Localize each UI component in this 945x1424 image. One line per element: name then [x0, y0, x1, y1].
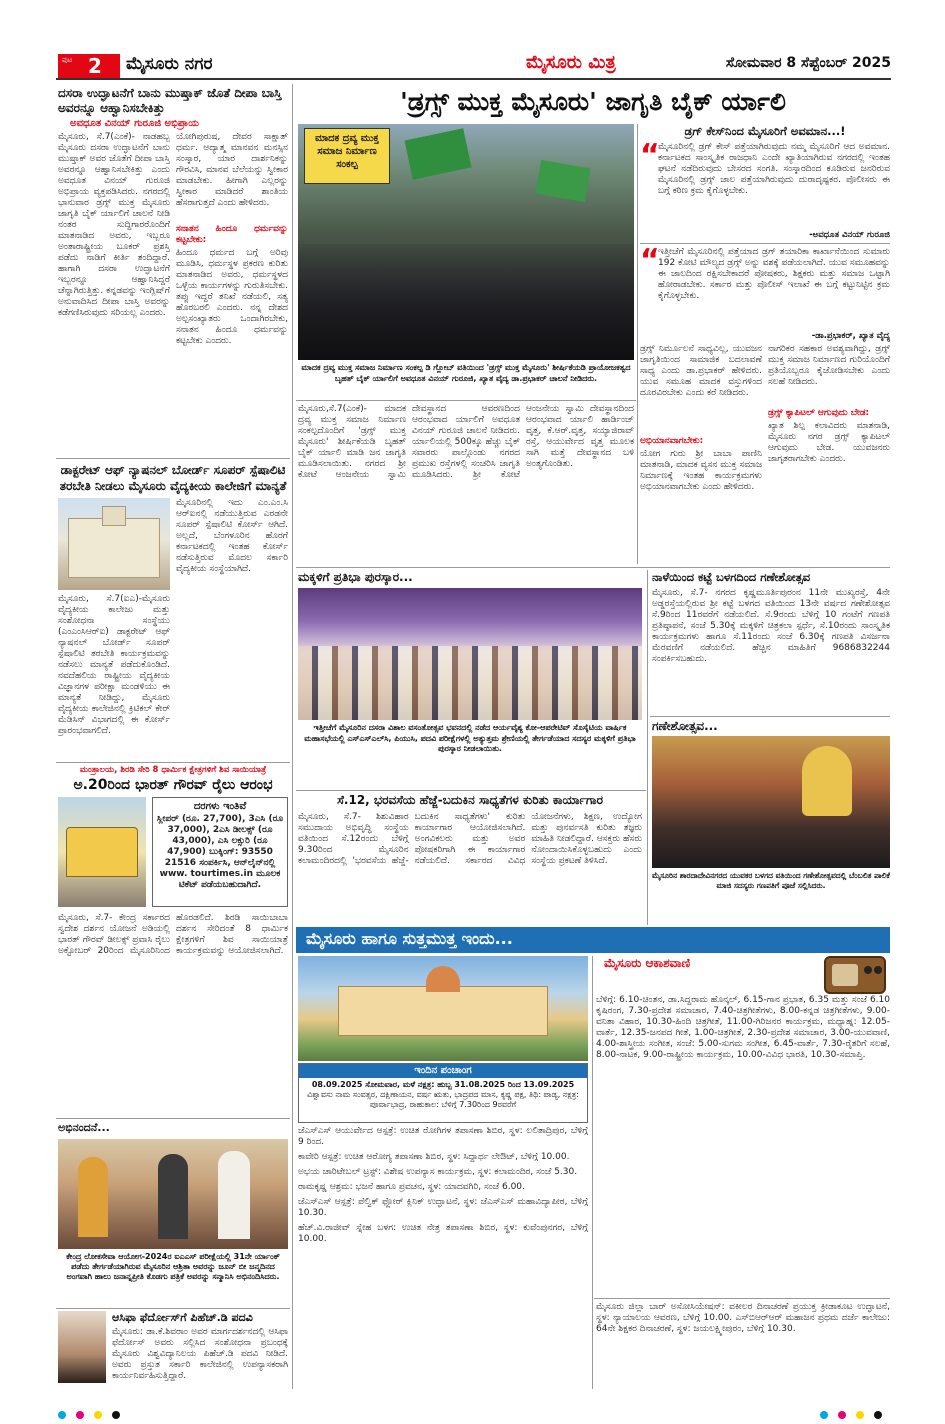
rally-photo: [298, 124, 634, 360]
headline: ನಾಳೆಯಿಂದ ಕಟ್ಟೆ ಬಳಗದಿಂದ ಗಣೇಶೋತ್ಸವ: [652, 570, 811, 584]
college-photo: [58, 498, 170, 590]
body-col-1: ಮೈಸೂರು, ಸೆ.7(ಎಂಕೆ)- ನಾಡಹಬ್ಬ ಮೈಸೂರು ದಸರಾ ಉದ್ಘಾಟನೆಗೆ ಬಾನು ಮುಷ್ತಾಕ್ ಅವರ ಜೊತೆಗೆ ದೀಪಾ ಬಾಸ್ತಿ ಅವರನ್ನೂ ಆಹ್ವಾನಿಸಬೇಕಿತ್ತು ಎಂದು ಅವಧೂತ ವಿನಯ್ ಗುರೂಜಿ ಅಭಿಪ್ರಾಯ ವ್ಯಕ್ತಪಡಿಸಿದರು. ನಗರದಲ್ಲಿ ಭಾನುವಾರ ಡ್ರಗ್ಸ್ ಮುಕ್ತ ಮೈಸೂರು ಜಾಗೃತಿ ಬೈಕ್ ರ್ಯಾಲಿಗೆ ಚಾಲನೆ ನೀಡಿ ನಂತರ ಸುದ್ದಿಗಾರರೊಂದಿಗೆ ಮಾತನಾಡಿದ ಅವರು, ಇಬ್ಬರೂ ಅಂತಾರಾಷ್ಟ್ರೀಯ ಬೂಕರ್ ಪ್ರಶಸ್ತಿ ಪಡೆದು ನಾಡಿಗೆ ಕೀರ್ತಿ ತಂದಿದ್ದಾರೆ. ಹಾಗಾಗಿ ದಸರಾ ಉದ್ಘಾಟನೆಗೆ ಇಬ್ಬರನ್ನೂ ಆಹ್ವಾನಿಸಿದ್ದರೆ ಚೆನ್ನಾಗಿರುತ್ತಿತ್ತು. ಕನ್ನಡವನ್ನು ಇಂಗ್ಲಿಷ್‌ಗೆ ಅನುವಾದಿಸಿದ ದೀಪಾ ಬಾಸ್ತಿ ಅವರನ್ನು ಕಡೆಗಣಿಸಿರುವುದು ಸರಿಯಲ್ಲ ಎಂದರು.: [58, 132, 170, 318]
body: ಮೈಸೂರು, ಸೆ.7- ನಗರದ ಕೃಷ್ಣಮೂರ್ತಿಪುರಂನ 11ನೇ ಮುಖ್ಯರಸ್ತೆ, 4ನೇ ಅಡ್ಡರಸ್ತೆಯಲ್ಲಿರುವ ಶ್ರೀ ಕಟ್ಟೆ ಬಳಗದ ವತಿಯಿಂದ 13ನೇ ವರ್ಷದ ಗಣೇಶೋತ್ಸವ ಸೆ.9ರಿಂದ 11ರವರೆಗೆ ನಡೆಯಲಿದೆ. ಸೆ.9ರಂದು ಬೆಳಿಗ್ಗೆ 10 ಗಂಟೆಗೆ ಗಣಪತಿ ಪ್ರತಿಷ್ಠಾಪನೆ, ಸಂಜೆ 5.30ಕ್ಕೆ ಮಕ್ಕಳಿಗೆ ಚಿತ್ರಕಲಾ ಸ್ಪರ್ಧೆ, ಸೆ.10ರಂದು ಸಾಂಸ್ಕೃತಿಕ ಕಾರ್ಯಕ್ರಮಗಳು ಹಾಗೂ ಸೆ.11ರಂದು ಸಂಜೆ 6.30ಕ್ಕೆ ಗಣಪತಿ ವಿಸರ್ಜನಾ ಮೆರವಣಿಗೆ ನಡೆಯಲಿದೆ. ಹೆಚ್ಚಿನ ಮಾಹಿತಿಗೆ 9686832244 ಸಂಪರ್ಕಿಸಬಹುದು.: [652, 588, 890, 664]
headline: ಅ.20ರಿಂದ ಭಾರತ್ ಗೌರವ್ ರೈಲು ಆರಂಭ: [73, 777, 273, 793]
right-col-text: ನಾಗರಿಕರ ಸಹಕಾರ ಅವಶ್ಯವಾಗಿದ್ದು, ಡ್ರಗ್ಸ್ ಮುಕ್ತ ಸಮಾಜ ನಿರ್ಮಾಣದ ಗುರಿಯೊಂದಿಗೆ ಪ್ರತಿಯೊಬ್ಬರೂ ಕೈಜೋಡಿಸಬೇಕು ಎಂದು ಸಲಹೆ ನೀಡಿದರು.: [768, 344, 890, 387]
left-story-rail: [58, 765, 288, 1115]
felicitation-photo: [58, 1139, 288, 1249]
caption: ಮೈಸೂರಿನ ಶಾರದಾದೇವಿನಗರದ ಯುವಕರ ಬಳಗದ ವತಿಯಿಂದ ಗಣೇಶೋತ್ಸವದಲ್ಲಿ ಬೆಂಬಲಿತ ಪಾಲಿಕೆ ಮಾಜಿ ಸದಸ್ಯರು ಗಣಪತಿಗೆ ಪೂಜೆ ಸಲ್ಲಿಸಿದರು.: [652, 871, 890, 890]
radio-icon: [824, 956, 886, 994]
right-col-text-2: ಖ್ಯಾತ ಶಿಲ್ಪ ಕಲಾವಿದರು ಮಾತನಾಡಿ, ಮೈಸೂರು ನಗರ ಡ್ರಗ್ಸ್ ಕ್ಯಾಪಿಟಲ್ ಆಗುವುದು ಬೇಡ. ಯುವಜನರು ಜಾಗೃತರಾಗಬೇಕು ಎಂದರು.: [768, 421, 890, 464]
ganeshotsava-story: [652, 570, 890, 715]
mysore-palace-photo: [298, 956, 588, 1061]
lead-body-cont: ಡ್ರಗ್ಸ್ ನಿರ್ಮೂಲನೆ ಸಾಧ್ಯವಿಲ್ಲ, ಯುವಜನ ಜಾಗೃತಿಯಿಂದ ಸಾಮಾಜಿಕ ಬದಲಾವಣೆ ಸಾಧ್ಯ ಎಂದು ಡಾ.ಪ್ರಭಾಕರ್ ಹೇಳಿದರು. ಯುವ ಸಮೂಹ ಮಾದಕ ವಸ್ತುಗಳಿಂದ ದೂರವಿರಬೇಕು ಎಂದು ಕರೆ ನೀಡಿದರು.: [640, 344, 762, 398]
panchanga-box: [298, 1063, 588, 1123]
event-item: ಕಾವೇರಿ ಆಸ್ಪತ್ರೆ: ಉಚಿತ ಆರೋಗ್ಯ ತಪಾಸಣಾ ಶಿಬಿರ, ಸ್ಥಳ: ಸಿದ್ದಾರ್ಥ ಲೇಔಟ್, ಬೆಳಿಗ್ಗೆ 10.00.: [298, 1152, 570, 1162]
event-item: ಜೆಎಸ್‌ಎಸ್ ಆಯುರ್ವೇದ ಆಸ್ಪತ್ರೆ: ಉಚಿತ ರೋಗಿಗಳ ತಪಾಸಣಾ ಶಿಬಿರ, ಸ್ಥಳ: ಲಲಿತಾದ್ರಿಪುರ, ಬೆಳಿಗ್ಗೆ 9 ರಿಂದ.: [298, 1126, 588, 1147]
lead-body: ಮೈಸೂರು,ಸೆ.7(ಎಂಕೆ)- ಮಾದಕ ದ್ರವ್ಯ ಮುಕ್ತ ಸಮಾಜ ನಿರ್ಮಾಣ ಸಂಕಲ್ಪದೊಂದಿಗೆ 'ಡ್ರಗ್ಸ್ ಮುಕ್ತ ಮೈಸೂರು' ಶೀರ್ಷಿಕೆಯಡಿ ಬೃಹತ್ ಬೈಕ್ ರ್ಯಾಲಿ ಮಾಡಿ ಜನ ಜಾಗೃತಿ ಮೂಡಿಸಲಾಯಿತು. ನಗರದ ಶ್ರೀ ಕೋಟೆ ಆಂಜನೇಯ ಸ್ವಾಮಿ ದೇವಸ್ಥಾನದ ಆವರಣದಿಂದ ಆರಂಭವಾದ ರ್ಯಾಲಿಗೆ ಅವಧೂತ ವಿನಯ್ ಗುರೂಜಿ ಚಾಲನೆ ನೀಡಿದರು. ರ್ಯಾಲಿಯಲ್ಲಿ 500ಕ್ಕೂ ಹೆಚ್ಚು ಬೈಕ್ ಸವಾರರು ಪಾಲ್ಗೊಂಡು ನಗರದ ಪ್ರಮುಖ ರಸ್ತೆಗಳಲ್ಲಿ ಸಂಚರಿಸಿ ಜಾಗೃತಿ ಮೂಡಿಸಿದರು. ಶ್ರೀ ಕೋಟೆ ಆಂಜನೇಯ ಸ್ವಾಮಿ ದೇವಸ್ಥಾನದಿಂದ ಆರಂಭವಾದ ರ್ಯಾಲಿ ಹಾರ್ಡಿಂಜ್ ವೃತ್ತ, ಕೆ.ಆರ್.ವೃತ್ತ, ಸಯ್ಯಾಜಿರಾವ್ ರಸ್ತೆ, ಆಯುರ್ವೇದ ವೃತ್ತ ಮೂಲಕ ಸಾಗಿ ಮತ್ತೆ ದೇವಸ್ಥಾನದ ಬಳಿ ಅಂತ್ಯಗೊಂಡಿತು.: [298, 404, 634, 480]
body-col-3: ಹಿಂದೂ ಧರ್ಮದ ಬಗ್ಗೆ ಅರಿವು ಮೂಡಿಸಿ, ಧರ್ಮಸ್ಥಳ ಪ್ರಕರಣ ಕುರಿತು ಮಾತನಾಡಿದ ಅವರು, ಧರ್ಮಸ್ಥಳದ ಒಳ್ಳೆಯ ಕಾರ್ಯಗಳನ್ನು ಗುರುತಿಸಬೇಕು. ತಪ್ಪು ಇದ್ದರೆ ತನಿಖೆ ನಡೆಯಲಿ, ಸತ್ಯ ಹೊರಬರಲಿ ಎಂದರು. ನನ್ನ ದೇಶದ ಅಲ್ಪಸಂಖ್ಯಾತರು ಒಂದಾಗಿರಬೇಕು, ಸನಾತನ ಹಿಂದೂ ಧರ್ಮವನ್ನು ಕಟ್ಟಬೇಕು ಎಂದರು.: [176, 248, 288, 346]
panchanga-date: 08.09.2025 ಸೋಮವಾರ, ಮಳೆ ನಕ್ಷತ್ರ: ಹುಬ್ಬ 31.08.2025 ರಿಂದ 13.09.2025: [311, 1080, 575, 1089]
quote-box: [640, 124, 890, 342]
rally-caption: ಮಾದಕ ದ್ರವ್ಯ ಮುಕ್ತ ಸಮಾಜ ನಿರ್ಮಾಣ ಸಂಕಲ್ಪ ಡಿ ಗ್ಲೋಬ್ ವತಿಯಿಂದ 'ಡ್ರಗ್ಸ್ ಮುಕ್ತ ಮೈಸೂರು' ಶೀರ್ಷಿಕೆಯಡಿ ಪ್ರಾಯೋಜಕತ್ವದ ಬೃಹತ್ ಬೈಕ್ ರ್ಯಾಲಿಗೆ ಅವಧೂತ ವಿನಯ್ ಗುರೂಜಿ, ಖ್ಯಾತ ವೈದ್ಯ ಡಾ.ಪ್ರಭಾಕರ್ ಚಾಲನೆ ನೀಡಿದರು.: [301, 363, 631, 383]
lead-headline: 'ಡ್ರಗ್ಸ್ ಮುಕ್ತ ಮೈಸೂರು' ಜಾಗೃತಿ ಬೈಕ್ ರ್ಯಾಲಿ: [400, 87, 786, 116]
caption: ಕೇಂದ್ರ ಲೋಕಸೇವಾ ಆಯೋಗ-2024ರ ಐಎಎಸ್ ಪರೀಕ್ಷೆಯಲ್ಲಿ 31ನೇ ರ್ಯಾಂಕ್ ಪಡೆದು ತೇರ್ಗಡೆಯಾಗಿರುವ ಮೈಸೂರಿನ ಆಶ್ರಿತಾ ಅವರನ್ನು ಜೂನ್ ಬೀ ಜನ್ಮದಿನದ ಅಂಗವಾಗಿ ಹಾಲು ಜನಾನ್ನಪ್ರೀತಿ ಕೊಡಗು ಪತ್ರಿಕೆ ಅವರನ್ನು ಸನ್ಮಾನಿಸಿ ಅಭಿನಂದಿಸಿದರು.: [66, 1252, 280, 1281]
registration-dots-left: [58, 1404, 130, 1423]
page-label: ಪುಟ: [62, 56, 73, 64]
body: ಮೈಸೂರು: ಡಾ.ಕೆ.ಶಿವರಾಂ ಅವರ ಮಾರ್ಗದರ್ಶನದಲ್ಲಿ ಆಸಿಫಾ ಫೆರ್ದೋಸ್ ಅವರು ಸಲ್ಲಿಸಿದ ಸಂಶೋಧನಾ ಪ್ರಬಂಧಕ್ಕೆ ಮೈಸೂರು ವಿಶ್ವವಿದ್ಯಾನಿಲಯ ಪಿಹೆಚ್.ಡಿ ಪದವಿ ನೀಡಿದೆ. ಅವರು ಪ್ರಸ್ತುತ ಸರ್ಕಾರಿ ಕಾಲೇಜಿನಲ್ಲಿ ಉಪನ್ಯಾಸಕರಾಗಿ ಕಾರ್ಯನಿರ್ವಹಿಸುತ್ತಿದ್ದಾರೆ.: [112, 1327, 288, 1381]
left-story-medical: [58, 462, 288, 760]
quote-1: ಮೈಸೂರಿನಲ್ಲಿ ಡ್ರಗ್ ಕೇಸ್ ಪತ್ತೆಯಾಗಿರುವುದು ನಮ್ಮ ಮೈಸೂರಿಗೆ ಆದ ಅವಮಾನ. ಕರ್ನಾಟಕದ ಸಾಂಸ್ಕೃತಿಕ ರಾಜಧಾನಿ ಎಂದೇ ಖ್ಯಾತಿಯಾಗಿರುವ ನಗರದಲ್ಲಿ ಇಂತಹ ಘಟನೆ ನಡೆದಿರುವುದು ಬೇಸರದ ಸಂಗತಿ. ಸಂಸ್ಕಾರದಿಂದ ಕೂಡಿರುವ ಜನರಿರುವ ಮೈಸೂರಿನಲ್ಲಿ ಡ್ರಗ್ಸ್ ಜಾಲ ಪತ್ತೆಯಾಗಿರುವುದು ದುರಾದೃಷ್ಟಕರ. ಪೊಲೀಸರು ಈ ಬಗ್ಗೆ ಕಠಿಣ ಕ್ರಮ ಕೈಗೊಳ್ಳಬೇಕು.: [658, 142, 890, 196]
issue-date: ಸೋಮವಾರ 8 ಸೆಪ್ಟೆಂಬರ್ 2025: [725, 55, 891, 71]
left-story-dasara: [58, 86, 288, 456]
rally-inset: ಮಾದಕ ದ್ರವ್ಯ ಮುಕ್ತ ಸಮಾಜ ನಿರ್ಮಾಣ ಸಂಕಲ್ಪ: [304, 128, 390, 184]
page-number-box: [58, 54, 120, 78]
right-col-sub: ಡ್ರಗ್ಸ್ ಕ್ಯಾಪಿಟಲ್ ಆಗುವುದು ಬೇಡ:: [768, 408, 870, 418]
phd-story: [58, 1311, 288, 1389]
quote-mark-icon-2: “: [640, 243, 660, 278]
quote-title: ಡ್ರಗ್ ಕೇಸ್‌ನಿಂದ ಮೈಸೂರಿಗೆ ಅವಮಾನ...!: [684, 124, 846, 138]
panchanga-text: ವಿಶ್ವಾವಸು ನಾಮ ಸಂವತ್ಸರ, ದಕ್ಷಿಣಾಯನ, ವರ್ಷ ಋತು, ಭಾದ್ರಪದ ಮಾಸ, ಕೃಷ್ಣ ಪಕ್ಷ, ತಿಥಿ: ಪಾಡ್ಯ, ನಕ್ಷತ್ರ: ಪೂರ್ವಾಭಾದ್ರ, ರಾಹುಕಾಲ: ಬೆಳಿಗ್ಗೆ 7.30ರಿಂದ 9ರವರೆಗೆ: [307, 1090, 579, 1109]
registration-dots-right: [820, 1404, 892, 1423]
kicker: ಮಂತ್ರಾಲಯ, ಶಿರಡಿ ಸೇರಿ 8 ಧಾರ್ಮಿಕ ಕ್ಷೇತ್ರಗಳಿಗೆ ಶಿವ ಸಾಯಿಯಾತ್ರೆ: [79, 765, 267, 775]
lead-col-text: ಯೋಗ ಗುರು ಶ್ರೀ ಬಾಬಾ ಪಾಣಿನಿ ಮಾತನಾಡಿ, ಮಾದಕ ವ್ಯಸನ ಮುಕ್ತ ಸಮಾಜ ನಿರ್ಮಾಣಕ್ಕೆ ಇಂತಹ ಕಾರ್ಯಕ್ರಮಗಳು ಅಭಿಯಾನವಾಗಬೇಕು ಎಂದು ಹೇಳಿದರು.: [640, 449, 762, 492]
subhead: ಅವಧೂತ ವಿನಯ್ ಗುರೂಜಿ ಅಭಿಪ್ರಾಯ: [70, 118, 199, 129]
radio-box: [596, 956, 890, 1296]
section-name: ಮೈಸೂರು ನಗರ: [126, 54, 213, 74]
headline: ಆಸಿಫಾ ಫೆರ್ದೋಸ್‌ಗೆ ಪಿಹೆಚ್.ಡಿ ಪದವಿ: [112, 1311, 253, 1324]
title: ಗಣೇಶೋತ್ಸವ...: [652, 719, 718, 733]
side-text: ಮೈಸೂರಿನಲ್ಲಿ ಇದು ಎಂ.ಎಂ.ಸಿ ಆರ್‌ಐನಲ್ಲಿ ನಡೆಯುತ್ತಿರುವ ಎರಡನೇ ಸೂಪರ್ ಸ್ಪೆಷಾಲಿಟಿ ಕೋರ್ಸ್ ಆಗಿದೆ. ಅಲ್ಲದೆ, ಬೆಂಗಳೂರಿನ ಹೊರಗೆ ಕರ್ನಾಟಕದಲ್ಲಿ ಇಂತಹ ಕೋರ್ಸ್ ನಡೆಸುತ್ತಿರುವ ಮೊದಲ ಸರ್ಕಾರಿ ವೈದ್ಯಕೀಯ ಸಂಸ್ಥೆಯಾಗಿದೆ.: [176, 498, 288, 574]
ganesh-photo: [652, 736, 890, 868]
pratibha-box: [298, 570, 642, 788]
caption: ಇತ್ತೀಚೆಗೆ ಮೈಸೂರಿನ ದಸರಾ ವಿಶಾಲ ವಸಂತೋತ್ಸವ ಭವನದಲ್ಲಿ ನಡೆದ ಆರ್ಯವೈಶ್ಯ ಕೋ-ಆಪರೇಟಿವ್ ಸೊಸೈಟಿಯ ವಾರ್ಷಿಕ ಮಹಾಸಭೆಯಲ್ಲಿ ಎಸ್‌ಎಸ್‌ಎಲ್‌ಸಿ, ಪಿಯುಸಿ, ಪದವಿ ಪರೀಕ್ಷೆಗಳಲ್ಲಿ ಅತ್ಯುತ್ತಮ ಶ್ರೇಣಿಯಲ್ಲಿ ತೇರ್ಗಡೆಯಾದ ಸದಸ್ಯರ ಮಕ್ಕಳಿಗೆ ಪ್ರತಿಭಾ ಪುರಸ್ಕಾರ ನೀಡಲಾಯಿತು.: [304, 723, 636, 753]
body: ಮೈಸೂರು, ಸೆ.7(ಐಎ)-ಮೈಸೂರು ವೈದ್ಯಕೀಯ ಕಾಲೇಜು ಮತ್ತು ಸಂಶೋಧನಾ ಸಂಸ್ಥೆಯು (ಎಂಎಂಸಿಆರ್‌ಐ) ಡಾಕ್ಟರೇಟ್ ಆಫ್ ನ್ಯಾಷನಲ್ ಬೋರ್ಡ್ ಸೂಪರ್ ಸ್ಪೆಷಾಲಿಟಿ ತರಬೇತಿ ಕಾರ್ಯಕ್ರಮವನ್ನು ನಡೆಸಲು ಮಾನ್ಯತೆ ಪಡೆದುಕೊಂಡಿದೆ. ನವದೆಹಲಿಯ ರಾಷ್ಟ್ರೀಯ ವೈದ್ಯಕೀಯ ವಿಜ್ಞಾನಗಳ ಪರೀಕ್ಷಾ ಮಂಡಳಿಯು ಈ ಮಾನ್ಯತೆ ನೀಡಿದ್ದು, ಮೈಸೂರು ವೈದ್ಯಕೀಯ ಕಾಲೇಜಿನಲ್ಲಿ ಕ್ರಿಟಿಕಲ್ ಕೇರ್ ಮೆಡಿಸಿನ್ ವಿಭಾಗದಲ್ಲಿ ಈ ಕೋರ್ಸ್ ಪ್ರಾರಂಭವಾಗಲಿದೆ.: [58, 594, 170, 736]
lead-cols-right: [640, 344, 890, 564]
award-photo: [298, 588, 642, 720]
body: ಮೈಸೂರು, ಸೆ.7- ಶಿಶುವಿಹಾರ ಸಮುದಾಯ ಅಭಿವೃದ್ಧಿ ಸಂಸ್ಥೆಯ ವತಿಯಿಂದ ಸೆ.12ರಂದು ಬೆಳಿಗ್ಗೆ 9.30ರಿಂದ ಮೈಸೂರಿನ ಕಲಾಮಂದಿರದಲ್ಲಿ 'ಭರವಸೆಯ ಹೆಜ್ಜೆ-ಬದುಕಿನ ಸಾಧ್ಯತೆಗಳು' ಕುರಿತು ಕಾರ್ಯಾಗಾರ ಆಯೋಜಿಸಲಾಗಿದೆ. ಅಂಗವಿಕಲರು ಮತ್ತು ಅವರ ಪೋಷಕರಿಗಾಗಿ ಈ ಕಾರ್ಯಾಗಾರ ನಡೆಯಲಿದೆ. ಸರ್ಕಾರದ ವಿವಿಧ ಯೋಜನೆಗಳು, ಶಿಕ್ಷಣ, ಉದ್ಯೋಗ ಮತ್ತು ಪುನರ್ವಸತಿ ಕುರಿತು ತಜ್ಞರು ಮಾಹಿತಿ ನೀಡಲಿದ್ದಾರೆ. ಆಸಕ್ತರು ಹೆಸರು ನೋಂದಾಯಿಸಿಕೊಳ್ಳಬಹುದು ಎಂದು ಸಂಸ್ಥೆಯ ಪ್ರಕಟಣೆ ತಿಳಿಸಿದೆ.: [298, 812, 642, 866]
portrait-photo: [58, 1311, 106, 1383]
bottom-right-text: ಮೈಸೂರು ಜಿಲ್ಲಾ ಬಾರ್ ಅಸೋಸಿಯೇಷನ್: ವಕೀಲರ ದಿನಾಚರಣೆ ಪ್ರಯುಕ್ತ ಕ್ರೀಡಾಕೂಟ ಉದ್ಘಾಟನೆ, ಸ್ಥಳ: ನ್ಯಾಯಾಲಯ ಆವರಣ, ಬೆಳಿಗ್ಗೆ 10.00. ಎಸ್‌ಬಿಆರ್‌ಆರ್ ಮಹಾಜನ ಪ್ರಥಮ ದರ್ಜೆ ಕಾಲೇಜು: 64ನೇ ಶಿಕ್ಷಕರ ದಿನಾಚರಣೆ, ಸ್ಥಳ: ಜಯಲಕ್ಷ್ಮೀಪುರಂ, ಬೆಳಿಗ್ಗೆ 10.30.: [596, 1302, 890, 1334]
attrib-1: -ಅವಧೂತ ವಿನಯ್ ಗುರೂಜಿ: [809, 230, 890, 240]
quote-mark-icon: “: [640, 138, 660, 173]
adinandane-box: [58, 1121, 288, 1306]
kaaryagara-story: [298, 793, 642, 923]
today-banner: [296, 927, 890, 953]
lead-col-sub: ಅಭಿಯಾನವಾಗಬೇಕು:: [640, 436, 704, 446]
event-item: ಜೆಎಸ್‌ಎಸ್ ಆಸ್ಪತ್ರೆ: ಪೆಲ್ವಿಕ್ ಫ್ಲೋರ್ ಕ್ಲಿನಿಕ್ ಉದ್ಘಾಟನೆ, ಸ್ಥಳ: ಜೆಎಸ್‌ಎಸ್ ಮಹಾವಿದ್ಯಾಪೀಠ, ಬೆಳಿಗ್ಗೆ 10.30.: [298, 1197, 588, 1218]
radio-title: ಮೈಸೂರು ಆಕಾಶವಾಣಿ: [604, 956, 691, 970]
ganesh-photo-box: [652, 719, 890, 925]
train-photo: [58, 797, 146, 907]
fare-title: ದರಗಳು ಇಂತಿವೆ: [193, 801, 247, 812]
panchanga-title: ಇಂದಿನ ಪಂಚಾಂಗ: [299, 1064, 587, 1078]
body-col-2: ಯೋಗಿಪುರುಷ, ದೇವರ ಸಾಕ್ಷಾತ್ ಧರ್ಮ. ಆದ್ಯಾತ್ಮ ಮಾನವನ ಮನಸ್ಸಿನ ಸಂಸ್ಕಾರ, ಯಾರ ದಾರ್ಶನಿಕನ್ನು ಗೌರವಿಸಿ, ಮಾನವ ಬೆಲೆಯನ್ನು ಸ್ವೀಕಾರ ಮಾಡಬೇಕು. ಹೀಗಾಗಿ ಎಲ್ಲರನ್ನು ಸ್ವೀಕಾರ ಮಾಡಿದರೆ ಶಾಂತಿಯ ಹೆಸರಾಗುತ್ತದೆ ಎಂದು ಹೇಳಿದರು.: [176, 132, 288, 208]
body: ಮೈಸೂರು, ಸೆ.7- ಕೇಂದ್ರ ಸರ್ಕಾರದ ಸ್ವದೇಶ ದರ್ಶನ ಯೋಜನೆ ಅಡಿಯಲ್ಲಿ ಭಾರತ್ ಗೌರವ್ ಡೀಲಕ್ಸ್ ಪ್ರವಾಸಿ ರೈಲು ಅಕ್ಟೋಬರ್ 20ರಿಂದ ಮೈಸೂರಿನಿಂದ ಹೊರಡಲಿದೆ. ಶಿರಡಿ ಸಾಯಿಬಾಬಾ ದರ್ಶನ ಸೇರಿದಂತೆ 8 ಧಾರ್ಮಿಕ ಕ್ಷೇತ್ರಗಳಿಗೆ ಶಿವ ಸಾಯಿಯಾತ್ರೆ ಕಾರ್ಯಕ್ರಮವನ್ನು ಆಯೋಜಿಸಲಾಗಿದೆ.: [58, 913, 288, 956]
attrib-2: -ಡಾ.ಪ್ರಭಾಕರ್, ಖ್ಯಾತ ವೈದ್ಯ: [811, 331, 890, 341]
event-item: ಅಭಯ ಚಾರಿಟೇಬಲ್ ಟ್ರಸ್ಟ್: ವಿಶೇಷ ಉಪನ್ಯಾಸ ಕಾರ್ಯಕ್ರಮ, ಸ್ಥಳ: ಕಲಾಮಂದಿರ, ಸಂಜೆ 5.30.: [298, 1167, 578, 1177]
title: ಅಭಿನಂದನೆ...: [58, 1121, 110, 1134]
quote-2: ಇತ್ತೀಚೆಗೆ ಮೈಸೂರಿನಲ್ಲಿ ಪತ್ತೆಯಾದ ಡ್ರಗ್ ತಯಾರಿಕಾ ಕಾರ್ಖಾನೆಯಿಂದ ಸುಮಾರು 192 ಕೋಟಿ ಮೌಲ್ಯದ ಡ್ರಗ್ಸ್ ಅನ್ನು ವಶಕ್ಕೆ ಪಡೆಯಲಾಗಿದೆ. ಯುವ ಸಮೂಹವನ್ನು ಈ ಜಾಲದಿಂದ ರಕ್ಷಿಸಬೇಕಾದರೆ ಪೋಷಕರು, ಶಿಕ್ಷಕರು ಮತ್ತು ಸಮಾಜ ಒಟ್ಟಾಗಿ ಹೋರಾಡಬೇಕು. ಸರ್ಕಾರ ಮತ್ತು ಪೊಲೀಸ್ ಇಲಾಖೆ ಈ ಬಗ್ಗೆ ಕಟ್ಟುನಿಟ್ಟಿನ ಕ್ರಮ ಕೈಗೊಳ್ಳಬೇಕು.: [658, 247, 890, 301]
headline: ಡಾಕ್ಟರೇಟ್ ಆಫ್ ನ್ಯಾಷನಲ್ ಬೋರ್ಡ್ ಸೂಪರ್ ಸ್ಪೆಷಾಲಿಟಿ ತರಬೇತಿ ನೀಡಲು ಮೈಸೂರು ವೈದ್ಯಕೀಯ ಕಾಲೇಜಿಗೆ ಮಾನ್ಯತೆ: [59, 463, 287, 493]
page-number: 2: [88, 54, 102, 78]
title: ಮಕ್ಕಳಿಗೆ ಪ್ರತಿಭಾ ಪುರಸ್ಕಾರ...: [298, 570, 413, 584]
today-banner-text: ಮೈಸೂರು ಹಾಗೂ ಸುತ್ತಮುತ್ತ ಇಂದು...: [306, 929, 513, 948]
radio-text: ಬೆಳಿಗ್ಗೆ: 6.10-ಚಿಂತನ, ಡಾ.ಸಿದ್ದರಾಮ ಹೊನ್ಕಲ್, 6.15-ಗಾನ ಪ್ರಭಾತ, 6.35 ಮತ್ತು ಸಂಜೆ 6.10 ಕೃಷಿರಂಗ, 7.30-ಪ್ರದೇಶ ಸಮಾಚಾರ, 7.40-ಚಿತ್ರಗೀತೆಗಳು, 8.00-ಕನ್ನಡ ಚಿತ್ರಗೀತೆಗಳು, 9.00-ವನಿತಾ ವಿಹಾರ, 10.30-ಹಿಂದಿ ಚಿತ್ರಗೀತೆ, 11.00-ಗಿರಿಜನರ ಕಾರ್ಯಕ್ರಮ, ಮಧ್ಯಾಹ್ನ: 12.05-ವಾರ್ತೆ, 12.35-ಜನಪದ ಗೀತೆ, 1.00-ಚಿತ್ರಗೀತೆ, 2.30-ಪ್ರದೇಶ ಸಮಾಚಾರ, 3.00-ಯುವವಾಣಿ, 4.00-ಶಾಸ್ತ್ರೀಯ ಸಂಗೀತ, ಸಂಜೆ: 5.00-ಸುಗಮ ಸಂಗೀತ, 6.45-ವಾರ್ತೆ, 7.30-ರೈತರಿಗೆ ಸಲಹೆ, 8.00-ನಾಟಕ, 9.00-ರಾಷ್ಟ್ರೀಯ ಕಾರ್ಯಕ್ರಮ, 10.00-ವಿವಿಧ ಭಾರತಿ, 10.30-ಸಮಾಪ್ತಿ.: [596, 995, 890, 1060]
masthead: [56, 50, 891, 80]
event-item: ರಾಮಕೃಷ್ಣ ಆಶ್ರಮ: ಭಜನೆ ಹಾಗೂ ಪ್ರವಚನ, ಸ್ಥಳ: ಯಾದವಗಿರಿ, ಸಂಜೆ 6.00.: [298, 1182, 525, 1192]
paper-logo: ಮೈಸೂರು ಮಿತ್ರ: [526, 52, 616, 73]
headline: ದಸರಾ ಉದ್ಘಾಟನೆಗೆ ಬಾನು ಮುಷ್ತಾಕ್ ಜೊತೆ ದೀಪಾ ಬಾಸ್ತಿ ಅವರನ್ನೂ ಆಹ್ವಾನಿಸಬೇಕಿತ್ತು: [58, 86, 282, 115]
events-list: [298, 1126, 588, 1389]
subhead-2: ಸನಾತನ ಹಿಂದೂ ಧರ್ಮವನ್ನು ಕಟ್ಟಬೇಕು:: [176, 224, 288, 245]
headline: ಸೆ.12, ಭರವಸೆಯ ಹೆಜ್ಜೆ-ಬದುಕಿನ ಸಾಧ್ಯತೆಗಳ ಕುರಿತು ಕಾರ್ಯಾಗಾರ: [337, 793, 603, 807]
event-item: ಹೆಚ್.ವಿ.ರಾಜೀವ್ ಸ್ನೇಹ ಬಳಗ: ಉಚಿತ ನೇತ್ರ ತಪಾಸಣಾ ಶಿಬಿರ, ಸ್ಥಳ: ಕುವೆಂಪುನಗರ, ಬೆಳಿಗ್ಗೆ 10.00.: [298, 1223, 588, 1244]
fares: ಸ್ಲೀಪರ್ (ರೂ. 27,700), 3ಎಸಿ (ರೂ 37,000), 2ಎಸಿ ಡೀಲಕ್ಸ್ (ರೂ 43,000), ಎಸಿ ಲಕ್ಸುರಿ (ರೂ 47,900) ಬುಕ್ಕಿಂಗ್: 93550 21516 ಸಂಪರ್ಕಿಸಿ, ಆನ್‌ಲೈನ್‌ನಲ್ಲಿ www. tourtimes.in ಮೂಲಕ ಟಿಕೆಟ್ ಪಡೆಯಬಹುದಾಗಿದೆ.: [156, 814, 284, 890]
